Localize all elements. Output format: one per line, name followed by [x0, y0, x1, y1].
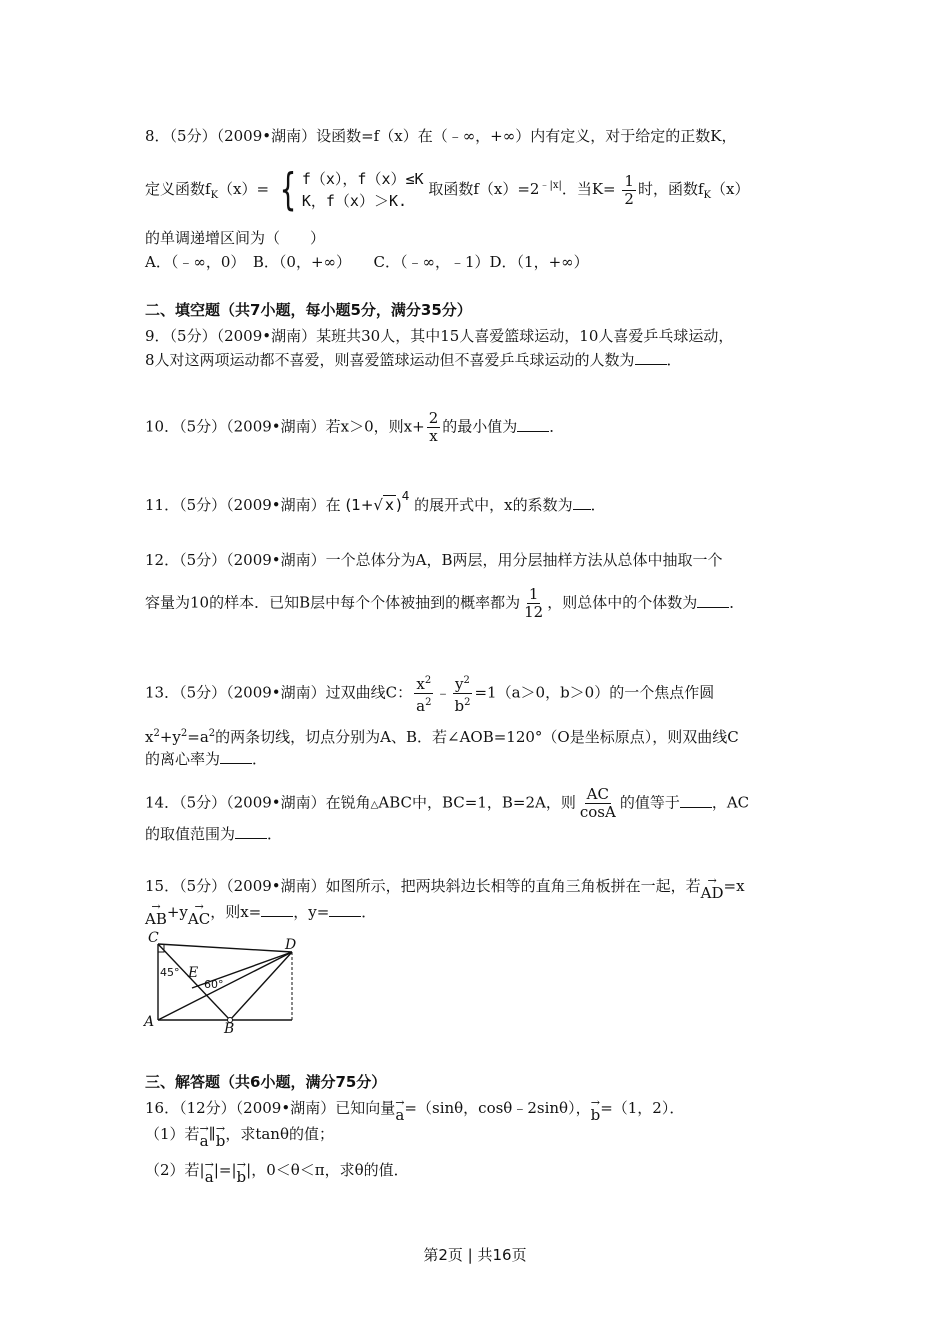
vector-a: → a [199, 1122, 209, 1150]
q8-line3: 的单调递增区间为（ ） [145, 229, 326, 247]
q15-line1: 15．（5分）（2009•湖南）如图所示，把两块斜边长相等的直角三角板拼在一起，若 → AD =x [145, 874, 745, 902]
vector-ad: → AD [700, 874, 724, 902]
label-c: C [148, 930, 159, 946]
triangle-figure [142, 930, 307, 1034]
label-b: B [224, 1021, 235, 1034]
vector-ac: → AC [187, 900, 211, 928]
fraction-2-over-x: $\frac{2}{x}$ [428, 409, 439, 445]
label-d: D [285, 937, 297, 953]
q9-line2: 8人对这两项运动都不喜爱，则喜爱篮球运动但不喜爱乒乓球运动的人数为 ． [145, 351, 682, 369]
q8-options: A．（﹣∞，0） B．（0，+∞） C．（﹣∞，﹣1）D．（1，+∞） [145, 253, 589, 271]
fraction-y2-over-b2: $\frac{y^2}{b^2}$ [452, 672, 472, 715]
q16-line1: 16．（12分）（2009•湖南）已知向量 → a =（sinθ，cosθ﹣2sinθ）， → b =（1，2）． [145, 1096, 685, 1124]
section3-heading: 三、解答题（共6小题，满分75分） [145, 1073, 387, 1091]
binomial-expression: (1+√ x )$^4$ [345, 489, 410, 514]
q14-line1: 14．（5分）（2009•湖南）在锐角△ABC中，BC=1，B=2A，则 $\frac{AC}{\cos A}$ 的值等于 ，AC [145, 785, 750, 821]
answer-blank [573, 495, 591, 510]
q8-line2: 定义函数$f_K(x)=$ { f（x），f（x）≤K K，f（x）＞K. 取函数$f(x)=2^{﹣|x|}$．当K= $\frac{1}{2}$ 时，函数$f_K(x)$ [145, 164, 750, 215]
fraction-x2-over-a2: $\frac{x^2}{a^2}$ [414, 672, 433, 715]
q16-part2: （2）若| → a |=| → b |，0＜θ＜π，求θ的值． [145, 1158, 409, 1186]
answer-blank [261, 902, 293, 917]
answer-blank [329, 902, 361, 917]
q16-part1: （1）若 → a ∥ → b ，求tanθ的值； [145, 1122, 334, 1150]
q11-line: 11．（5分）（2009•湖南）在 (1+√ x )$^4$ 的展开式中，x的系数为 ． [145, 489, 606, 514]
q14-line2: 的取值范围为 ． [145, 825, 283, 843]
sqrt-symbol: √ [373, 496, 383, 514]
section2-heading: 二、填空题（共7小题，每小题5分，满分35分） [145, 301, 472, 319]
q9-line1: 9．（5分）（2009•湖南）某班共30人，其中15人喜爱篮球运动，10人喜爱乒乓球运动， [145, 327, 734, 345]
q13-line3: 的离心率为 ． [145, 750, 268, 768]
label-a: A [144, 1014, 155, 1030]
q15-line2: → AB +y → AC ，则x= ，y= ． [145, 900, 377, 928]
fraction-ac-over-cosa: $\frac{AC}{\cos A}$ [579, 785, 616, 821]
angle-45: 45° [160, 966, 180, 979]
answer-blank [680, 793, 712, 808]
vector-a: → a [395, 1096, 405, 1124]
label-e: E [188, 965, 199, 981]
q12-line1: 12．（5分）（2009•湖南）一个总体分为A，B两层，用分层抽样方法从总体中抽取一个 [145, 551, 723, 569]
vector-b: → b [215, 1122, 226, 1150]
q13-line2: $x^2+y^2=a^2$的两条切线，切点分别为A、B．若∠AOB=120°（O是坐标原点），则双曲线C [145, 728, 739, 746]
answer-blank [697, 593, 729, 608]
q10-line: 10．（5分）（2009•湖南）若x＞0，则x+ $\frac{2}{x}$ 的最小值为 ． [145, 409, 565, 445]
angle-60: 60° [204, 978, 224, 991]
page-footer: 第2页 | 共16页 [423, 1246, 527, 1264]
answer-blank [517, 417, 549, 432]
q8-line1: 8．（5分）（2009•湖南）设函数=f（x）在（﹣∞，+∞）内有定义，对于给定的正数K， [145, 127, 737, 145]
answer-blank [235, 824, 267, 839]
vector-b: → b [236, 1158, 247, 1186]
vector-a: → a [204, 1158, 214, 1186]
answer-blank [220, 749, 252, 764]
vector-ab: → AB [145, 900, 167, 928]
q13-line1: 13．（5分）（2009•湖南）过双曲线C： $\frac{x^2}{a^2}$ ﹣ $\frac{y^2}{b^2}$ =1（a＞0，b＞0）的一个焦点作圆 [145, 672, 714, 715]
answer-blank [635, 350, 667, 365]
vector-b: → b [590, 1096, 601, 1124]
q12-line2: 容量为10的样本．已知B层中每个个体被抽到的概率都为 $\frac{1}{12}$ ，则总体中的个体数为 ． [145, 585, 745, 621]
piecewise-function: { f（x），f（x）≤K K，f（x）＞K. [279, 164, 424, 215]
fraction-1-over-12: $\frac{1}{12}$ [524, 585, 544, 621]
fraction-one-half: $\frac{1}{2}$ [624, 171, 634, 208]
